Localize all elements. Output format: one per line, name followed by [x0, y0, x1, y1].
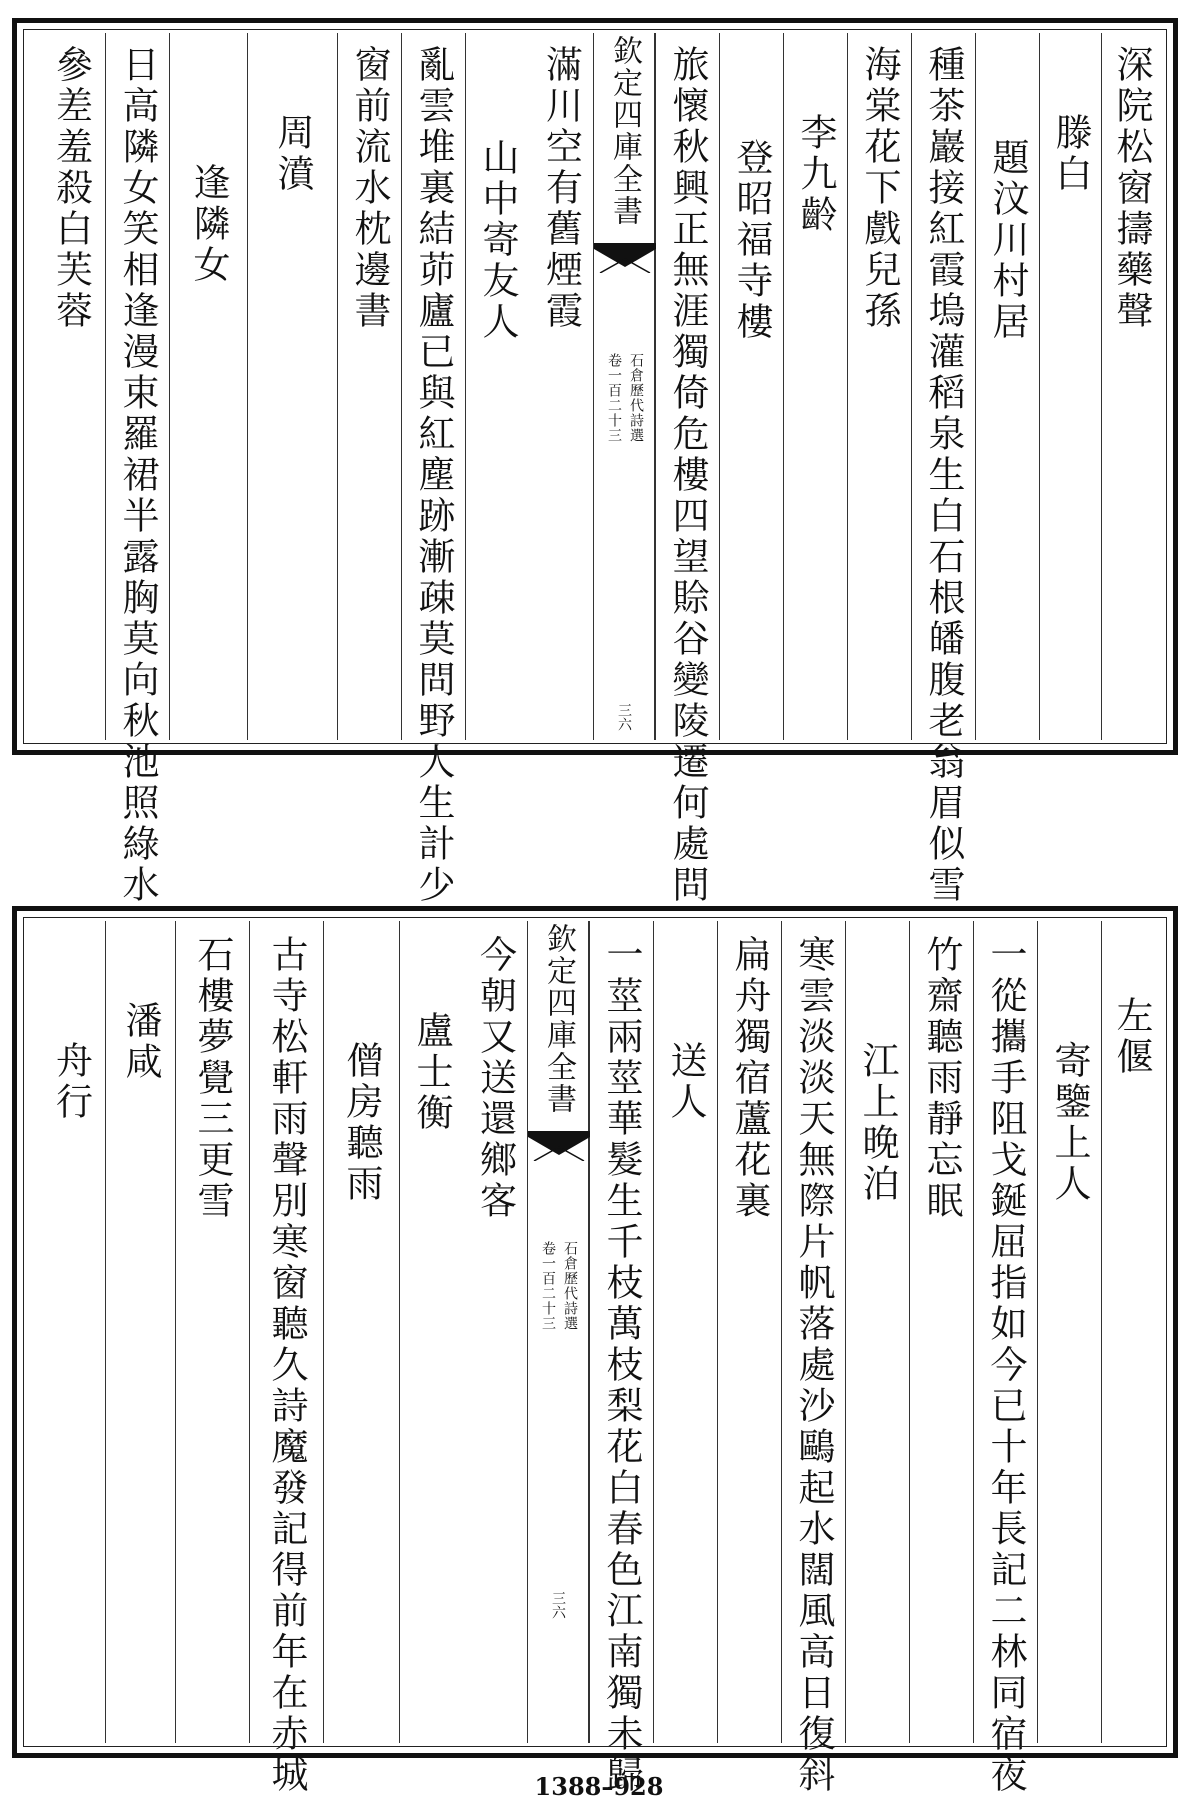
source-title: 石倉歷代詩選 — [628, 353, 644, 443]
column — [781, 921, 845, 1796]
column-text: 潘咸 — [119, 1001, 162, 1083]
column-text: 周濆 — [271, 113, 314, 195]
column — [973, 921, 1037, 1796]
column — [463, 921, 527, 1743]
volume-label: 卷一百二十三 — [540, 1241, 556, 1331]
column-text: 盧士衡 — [410, 1011, 453, 1134]
column-text: 海棠花下戲兒孫 — [858, 45, 901, 332]
column — [1039, 33, 1101, 740]
column-text: 扁舟獨宿蘆花裏 — [728, 935, 771, 1222]
column-text: 一莖兩莖華髮生千枝萬枝梨花白春色江南獨未歸 — [600, 935, 643, 1796]
column — [1037, 921, 1101, 1743]
source-title: 石倉歷代詩選 — [562, 1241, 578, 1331]
column-text: 題汶川村居 — [986, 138, 1029, 343]
column-text: 一從攜手阻戈鋋屈指如今已十年長記二林同宿夜 — [984, 935, 1027, 1796]
column-text: 深院松窗擣藥聲 — [1110, 45, 1153, 332]
column — [323, 921, 399, 1743]
column — [175, 921, 249, 1743]
column — [465, 33, 529, 740]
column — [909, 921, 973, 1743]
column — [399, 921, 463, 1743]
column — [401, 33, 465, 906]
column-text: 參差羞殺白芙蓉 — [49, 45, 93, 332]
column — [589, 921, 653, 1796]
column — [529, 33, 593, 740]
top-page — [12, 18, 1178, 906]
column — [37, 33, 105, 740]
column — [247, 33, 337, 740]
column-text: 古寺松軒雨聲別寒窗聽久詩魔發記得前年在赤城 — [265, 935, 308, 1796]
center-fold — [527, 921, 589, 1743]
column — [783, 33, 847, 740]
page-number: 三六 — [550, 1591, 566, 1619]
column-text: 窗前流水枕邊書 — [348, 45, 391, 332]
column — [845, 921, 909, 1743]
column — [975, 33, 1039, 740]
column-text: 亂雲堆裏結茆廬已與紅塵跡漸疎莫問野人生計少 — [412, 45, 455, 906]
column-text: 逢隣女 — [187, 163, 230, 286]
volume-label: 卷一百二十三 — [606, 353, 622, 443]
column — [847, 33, 911, 740]
column-text: 僧房聽雨 — [340, 1041, 383, 1205]
column-text: 滕白 — [1049, 113, 1092, 195]
page-number: 三六 — [616, 703, 632, 731]
column — [719, 33, 783, 740]
column — [655, 33, 719, 906]
column — [717, 921, 781, 1743]
page-footer-number: 1388–928 — [534, 1772, 664, 1801]
column — [911, 33, 975, 906]
column-text: 李九齡 — [794, 113, 837, 236]
column-text: 寒雲淡淡天無際片帆落處沙鷗起水闊風高日復斜 — [792, 935, 835, 1796]
column — [1101, 921, 1161, 1743]
column-text: 登昭福寺樓 — [730, 138, 773, 343]
center-title: 欽定四庫全書 — [607, 35, 642, 227]
column — [169, 33, 247, 740]
column-text: 送人 — [664, 1041, 707, 1123]
center-fold — [593, 33, 655, 740]
column — [105, 33, 169, 906]
column-text: 今朝又送還鄉客 — [473, 935, 517, 1222]
column-text: 寄鑒上人 — [1048, 1041, 1091, 1205]
column — [105, 921, 175, 1743]
column-text: 江上晚泊 — [856, 1041, 899, 1205]
column-text: 左偃 — [1110, 996, 1153, 1078]
column-text: 竹齋聽雨靜忘眠 — [920, 935, 963, 1222]
column-text: 旅懷秋興正無涯獨倚危樓四望賒谷變陵遷何處問 — [666, 45, 709, 906]
column-text: 山中寄友人 — [476, 138, 519, 343]
center-title: 欽定四庫全書 — [541, 923, 576, 1115]
column-text: 日高隣女笑相逢漫束羅裙半露胸莫向秋池照綠水 — [116, 45, 159, 906]
fish-tail-icon — [594, 243, 656, 273]
column — [1101, 33, 1161, 740]
column-text: 種茶巖接紅霞塢灌稻泉生白石根皤腹老翁眉似雪 — [922, 45, 965, 906]
column-text: 舟行 — [49, 1041, 93, 1123]
column-text: 石樓夢覺三更雪 — [191, 935, 234, 1222]
column-text: 滿川空有舊煙霞 — [539, 45, 583, 332]
column — [337, 33, 401, 740]
fish-tail-icon — [528, 1131, 590, 1161]
column — [653, 921, 717, 1743]
column — [37, 921, 105, 1743]
column — [249, 921, 323, 1796]
